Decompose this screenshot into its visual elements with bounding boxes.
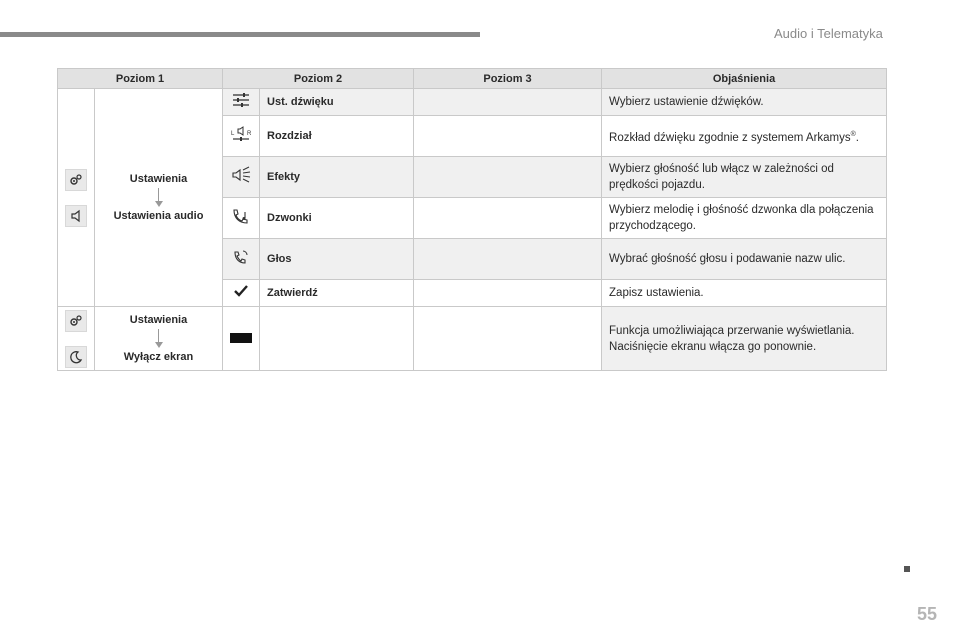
section-title: Audio i Telematyka: [774, 26, 883, 41]
header-level1: Poziom 1: [58, 69, 223, 89]
level1-cell: [58, 89, 95, 307]
table-row: [58, 307, 887, 371]
option-description: Wybrać głośność głosu i podawanie nazw ulic.: [602, 239, 887, 280]
level2-cell: [95, 307, 223, 371]
option-description: Zapisz ustawienia.: [602, 280, 887, 307]
page-marker: [904, 566, 910, 572]
level2-child-label: Wyłącz ekran: [123, 351, 194, 363]
option-description: Funkcja umożliwiająca przerwanie wyświetlania. Naciśnięcie ekranu włącza go ponownie.: [602, 307, 887, 371]
settings-icon: [65, 310, 87, 332]
level3-cell: [414, 157, 602, 198]
option-description: Wybierz ustawienie dźwięków.: [602, 89, 887, 116]
header-rule: [0, 32, 480, 37]
option-label: Dzwonki: [260, 198, 414, 239]
equalizer-icon: [223, 89, 260, 116]
arrow-down-icon: [95, 329, 222, 348]
black-screen-icon: [223, 307, 260, 371]
svg-text:R: R: [247, 130, 252, 137]
option-description: Wybierz głośność lub włącz w zależności od prędkości pojazdu.: [602, 157, 887, 198]
level2-cell: [95, 89, 223, 307]
option-label: Ust. dźwięku: [260, 89, 414, 116]
level2-parent-label: Ustawienia: [129, 173, 188, 185]
svg-text:L: L: [231, 130, 235, 137]
level3-cell: [414, 239, 602, 280]
header-level3: Poziom 3: [414, 69, 602, 89]
level3-cell: [414, 307, 602, 371]
option-description: Wybierz melodię i głośność dzwonka dla połączenia przychodzącego.: [602, 198, 887, 239]
settings-menu-table: [57, 68, 887, 371]
option-description: Rozkład dźwięku zgodnie z systemem Arkamys®.: [602, 116, 887, 157]
level1-cell: [58, 307, 95, 371]
level3-cell: [414, 198, 602, 239]
page-number: 55: [917, 604, 938, 624]
option-label: Zatwierdź: [260, 280, 414, 307]
level2-child-label: Ustawienia audio: [113, 210, 204, 222]
option-label: Rozdział: [260, 116, 414, 157]
level2-parent-label: Ustawienia: [129, 314, 188, 326]
option-label: Głos: [260, 239, 414, 280]
level3-cell: [414, 280, 602, 307]
settings-icon: [65, 169, 87, 191]
voice-icon: [223, 239, 260, 280]
option-label: Efekty: [260, 157, 414, 198]
table-header-row: [58, 69, 887, 89]
level3-cell: [414, 89, 602, 116]
moon-icon: [65, 346, 87, 368]
header-level2: Poziom 2: [223, 69, 414, 89]
check-icon: [223, 280, 260, 307]
level3-cell: [414, 116, 602, 157]
table-row: [58, 89, 887, 116]
balance-icon: [223, 116, 260, 157]
ringtone-icon: [223, 198, 260, 239]
effects-icon: [223, 157, 260, 198]
header-description: Objaśnienia: [602, 69, 887, 89]
option-label: [260, 307, 414, 371]
speaker-icon: [65, 205, 87, 227]
arrow-down-icon: [95, 188, 222, 207]
